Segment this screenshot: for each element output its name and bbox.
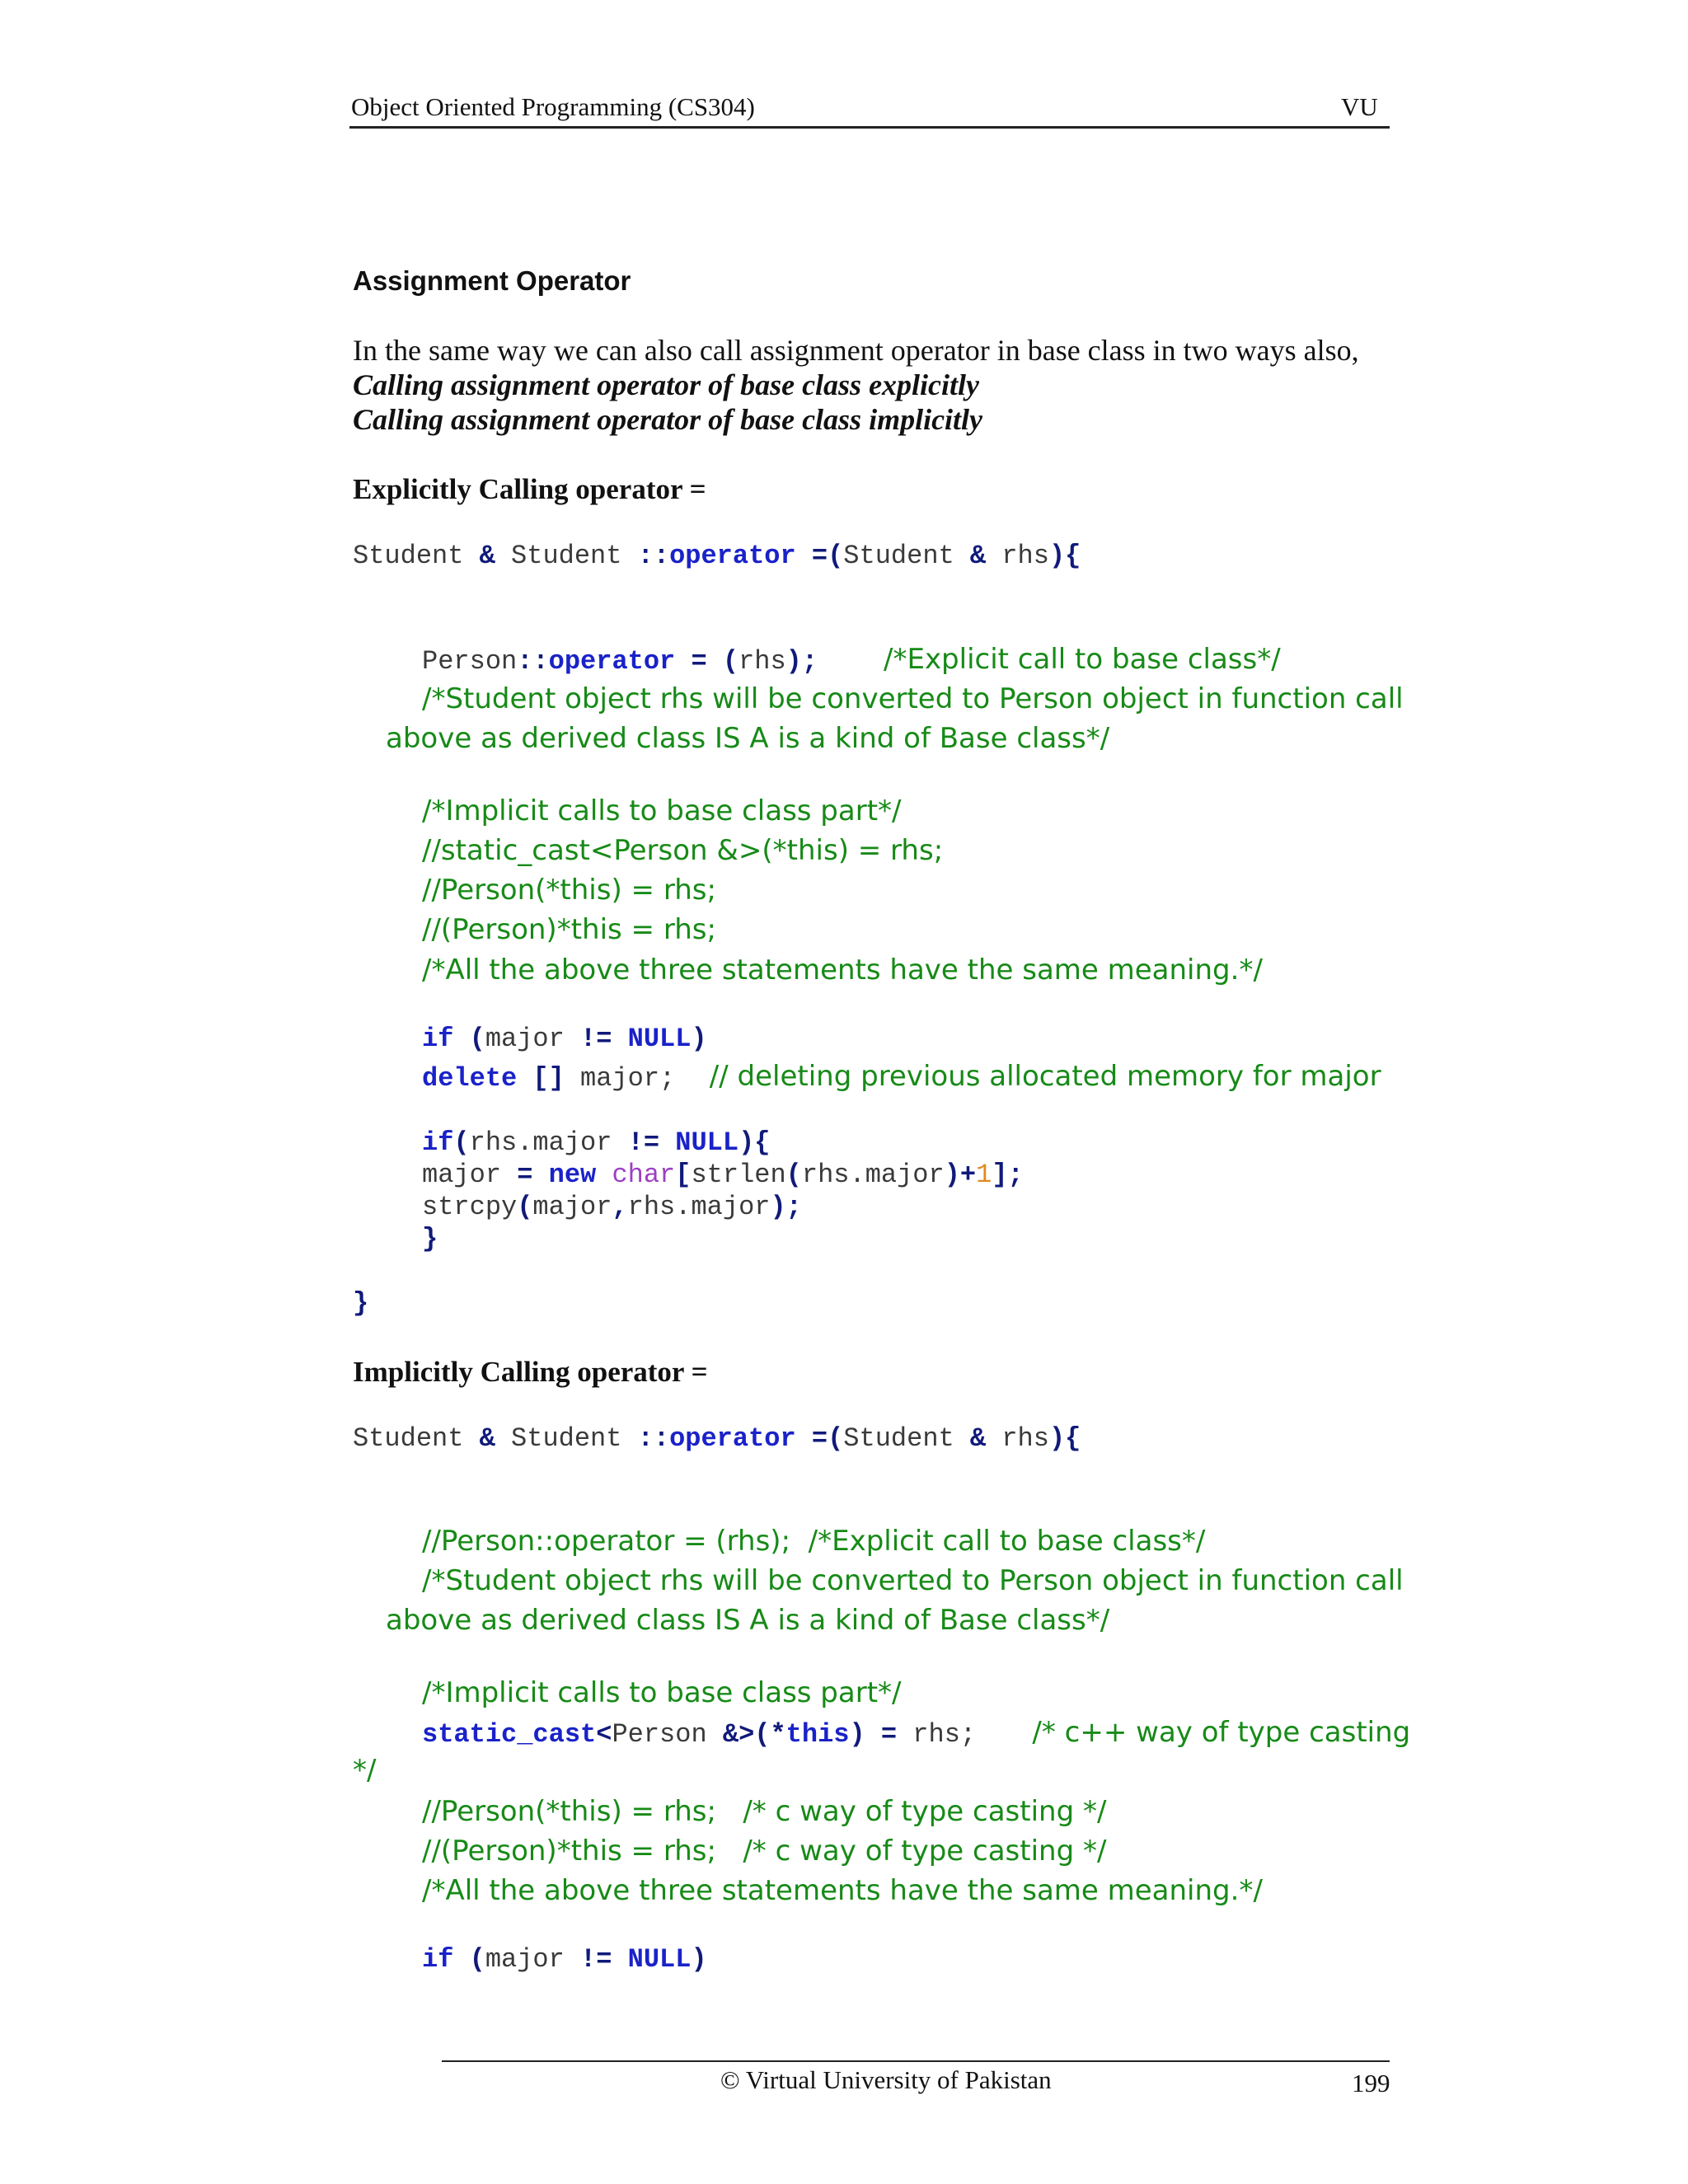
explicit-delete-line: delete [] major; [422,1063,676,1094]
explicit-implicit-comment-1: /*Implicit calls to base class part*/ [422,794,902,827]
explicit-if-null: if (major != NULL) [422,1024,707,1054]
implicit-static-cast-line: static_cast<Person &>(*this) = rhs; [422,1719,977,1750]
section-title: Assignment Operator [353,265,631,296]
implicit-implicit-comment-3: //Person(*this) = rhs; /* c way of type casting */ [422,1795,1107,1828]
implicit-static-cast-comment-end: */ [353,1754,377,1787]
explicit-call-comment: /*Explicit call to base class*/ [884,643,1281,676]
explicit-if-rhs: if(rhs.major != NULL){ [422,1127,771,1158]
intro-explicit: Calling assignment operator of base class explicitly [353,368,980,401]
explicit-signature: Student & Student ::operator =(Student & rhs){ [353,541,1081,571]
implicit-implicit-comment-4: //(Person)*this = rhs; /* c way of type casting */ [422,1835,1107,1868]
intro-text: In the same way we can also call assignment operator in base class in two ways also, [353,334,1359,367]
footer-rule [442,2060,1390,2062]
explicit-implicit-comment-4: //(Person)*this = rhs; [422,913,716,946]
explicit-implicit-comment-2: //static_cast<Person &>(*this) = rhs; [422,834,944,867]
explicit-new-line: major = new char[strlen(rhs.major)+1]; [422,1160,1024,1190]
implicit-convert-comment-1: /*Student object rhs will be converted to Person object in function call [422,1564,1404,1597]
header-rule [349,126,1390,129]
explicit-heading: Explicitly Calling operator = [353,473,706,505]
explicit-convert-comment-2: above as derived class IS A is a kind of Base class*/ [386,722,1110,755]
implicit-heading: Implicitly Calling operator = [353,1356,708,1388]
explicit-outer-brace: } [353,1288,369,1319]
explicit-implicit-comment-3: //Person(*this) = rhs; [422,874,716,907]
header-course: Object Oriented Programming (CS304) [351,92,755,121]
header-institute: VU [1341,92,1378,121]
implicit-signature: Student & Student ::operator =(Student & rhs){ [353,1423,1081,1454]
explicit-inner-brace: } [422,1224,438,1254]
explicit-base-call: Person::operator = (rhs); [422,646,818,677]
implicit-static-cast-comment: /* c++ way of type casting [1006,1716,1411,1749]
implicit-convert-comment-2: above as derived class IS A is a kind of Base class*/ [386,1604,1110,1637]
implicit-call-comment: //Person::operator = (rhs); /*Explicit call to base class*/ [422,1525,1206,1558]
explicit-strcpy-line: strcpy(major,rhs.major); [422,1192,802,1222]
explicit-convert-comment-1: /*Student object rhs will be converted to Person object in function call [422,682,1404,715]
intro-implicit: Calling assignment operator of base class implicitly [353,403,983,436]
implicit-if-null: if (major != NULL) [422,1944,707,1975]
explicit-delete-comment: // deleting previous allocated memory for major [701,1060,1381,1093]
footer-copyright: © Virtual University of Pakistan [720,2065,1052,2094]
footer-page-number: 199 [1352,2069,1390,2097]
explicit-implicit-comment-5: /*All the above three statements have the same meaning.*/ [422,954,1263,987]
implicit-implicit-comment-1: /*Implicit calls to base class part*/ [422,1676,902,1709]
implicit-implicit-comment-5: /*All the above three statements have the same meaning.*/ [422,1874,1263,1907]
